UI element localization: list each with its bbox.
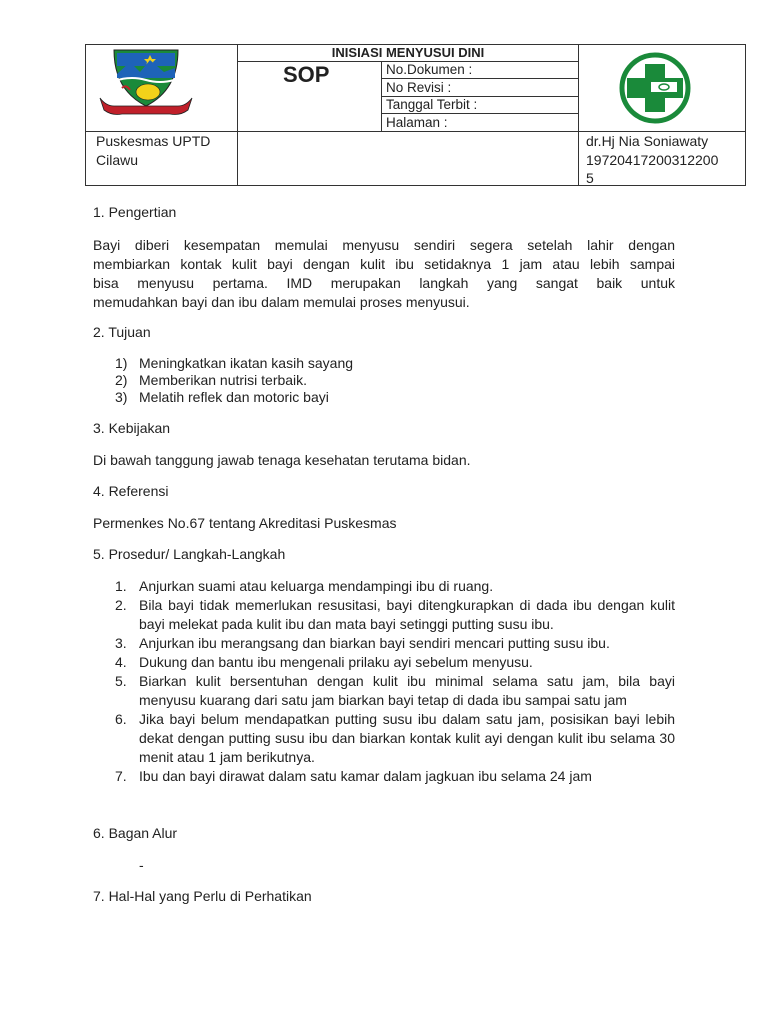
table-divider: [237, 44, 238, 186]
field-no-dokumen: No.Dokumen :: [386, 62, 473, 77]
list-item: 1. Anjurkan suami atau keluarga mendampingi ibu di ruang.: [115, 578, 494, 594]
field-halaman: Halaman :: [386, 115, 448, 130]
list-item: 3) Melatih reflek dan motoric bayi: [115, 389, 329, 405]
kebijakan-text: Di bawah tanggung jawab tenaga kesehatan terutama bidan.: [93, 452, 471, 468]
section-heading-prosedur: 5. Prosedur/ Langkah-Langkah: [93, 546, 286, 562]
table-divider: [381, 113, 578, 114]
table-divider: [381, 78, 578, 79]
health-cross-logo: [607, 52, 703, 124]
referensi-text: Permenkes No.67 tentang Akreditasi Puskesmas: [93, 515, 397, 531]
sop-label: SOP: [283, 62, 330, 87]
list-item: 6. Jika bayi belum mendapatkan putting susu ibu dalam satu jam, posisikan bayi lebih dekat dengan putting susu ibu dan biarkan kontak kulit ayi dengan kulit ibu selama 30 menit atau 1 jam berikutnya.: [115, 711, 675, 765]
list-item: 2) Memberikan nutrisi terbaik.: [115, 372, 308, 388]
institution-line: Cilawu: [96, 152, 139, 168]
list-item: 5. Biarkan kulit bersentuhan dengan kulit ibu minimal selama satu jam, bila bayi menyusu kuarang dari satu jam biarkan bayi tetap di dada ibu sampai satu jam: [115, 673, 675, 708]
field-tanggal-terbit: Tanggal Terbit :: [386, 97, 478, 112]
section-heading-referensi: 4. Referensi: [93, 483, 169, 499]
section-heading-tujuan: 2. Tujuan: [93, 324, 151, 340]
signatory-id: 19720417200312200: [586, 152, 719, 168]
pengertian-line: Bayi diberi kesempatan memulai menyusu sendiri segera setelah lahir dengan: [93, 237, 675, 253]
list-item: 7. Ibu dan bayi dirawat dalam satu kamar dalam jagkuan ibu selama 24 jam: [115, 768, 592, 784]
pengertian-line: membiarkan kontak kulit bayi dengan kulit ibu setidaknya 1 jam atau lebih sampai: [93, 256, 675, 272]
tujuan-list: [93, 355, 675, 406]
signatory-id-cont: 5: [586, 170, 594, 186]
section-heading-bagan: 6. Bagan Alur: [93, 825, 178, 841]
list-item: 2. Bila bayi tidak memerlukan resusitasi, bayi ditengkurapkan di dada ibu dengan kulit bayi melekat pada kulit ibu dan mata bayi setinggi putting susu ibu.: [115, 597, 675, 632]
section-heading-pengertian: 1. Pengertian: [93, 204, 177, 220]
list-item: 4. Dukung dan bantu ibu mengenali prilaku ayi sebelum menyusu.: [115, 654, 533, 670]
section-heading-hal: 7. Hal-Hal yang Perlu di Perhatikan: [93, 888, 312, 904]
institution-line: Puskesmas UPTD: [96, 133, 211, 149]
pengertian-line: memudahkan bayi dan ibu dalam memulai proses menyusui.: [93, 294, 470, 310]
bagan-dash: -: [139, 857, 144, 873]
list-item: 1) Meningkatkan ikatan kasih sayang: [115, 355, 354, 371]
table-divider: [578, 44, 579, 186]
signatory-name: dr.Hj Nia Soniawaty: [586, 133, 709, 149]
field-no-revisi: No Revisi :: [386, 80, 452, 95]
list-item: 3. Anjurkan ibu merangsang dan biarkan bayi sendiri mencari putting susu ibu.: [115, 635, 610, 651]
section-heading-kebijakan: 3. Kebijakan: [93, 420, 171, 436]
regional-emblem-logo: [92, 44, 200, 124]
prosedur-list: [93, 577, 675, 786]
pengertian-line: bisa menyusu pertama. IMD merupakan langkah yang sangat baik untuk: [93, 275, 675, 291]
document-title: INISIASI MENYUSUI DINI: [331, 45, 485, 60]
